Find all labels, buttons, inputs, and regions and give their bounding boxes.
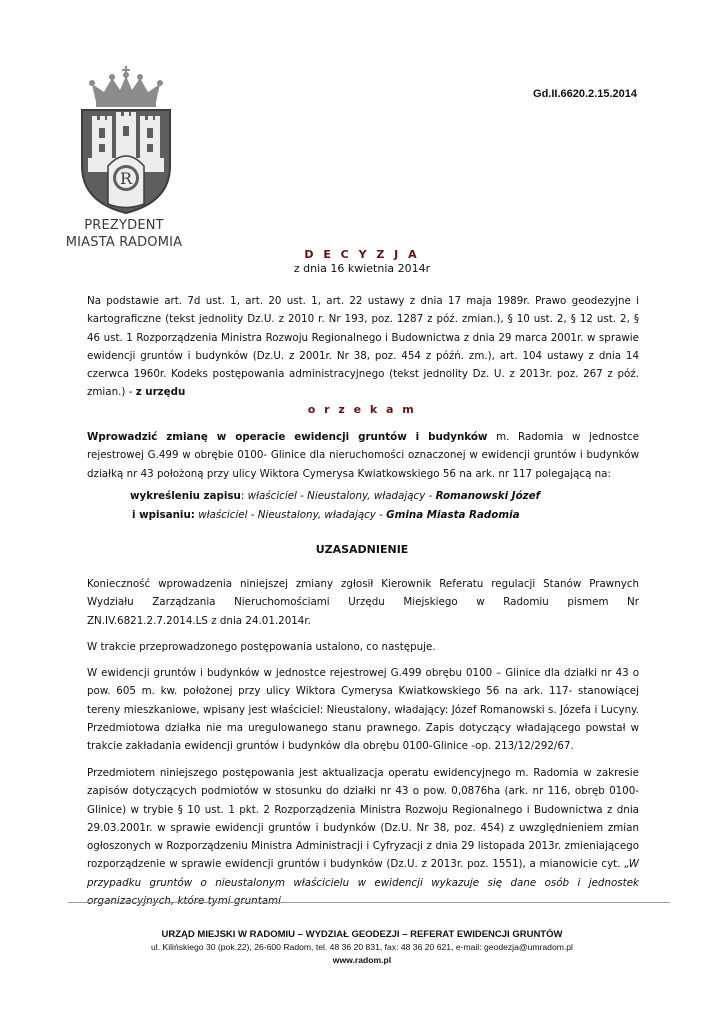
ruling-heading: o r z e k a m <box>307 403 417 416</box>
legal-basis-text: Na podstawie art. 7d ust. 1, art. 20 ust. 1, art. 22 ustawy z dnia 17 maja 1989r. Prawo geodezyjne i kartograficzne (tekst jednolity Dz.U. z 2010 r. Nr 193, poz. 1287 z póź. zmian.), § 10 ust. 2, § 12 ust. 2, § 46 ust. 1 Rozporządzenia Ministra Rozwoju Regionalnego i Budownictwa z dnia 29 marca 2001r. w sprawie ewidencji gruntów i budynków (Dz.U. z 2001r. Nr 38, poz. 454 z późń. zm.), art. 104 ustawy z dnia 14 czerwca 1960r. Kodeks postępowania administracyjnego (tekst jednolity Dz. U. z 2013r. poz. 267 z póź. zmian.) - <box>87 295 639 399</box>
ruling-lead-rest: m. Radomia w jednostce rejestrowej G.499 w obrębie 0100- Glinice dla nieruchomości oznaczonej w ewidencji gruntów i budynków działką nr 43 położoną przy ulicy Wiktora Cymerysa Kwiatkowskiego 56 na ark. nr 117 polegającą na: <box>87 431 639 480</box>
document-date: z dnia 16 kwietnia 2014r <box>293 262 431 275</box>
deletion-label: wykreśleniu zapisu <box>130 490 241 502</box>
entry-label: i wpisaniu: <box>132 509 195 521</box>
ruling-paragraph <box>87 428 639 483</box>
deletion-name: Romanowski Józef <box>435 490 541 502</box>
radom-coat-of-arms-icon <box>78 66 174 214</box>
justification-paragraph-3: W ewidencji gruntów i budynków w jednostce rejestrowej G.499 obrębu 0100 – Glinice dla działki nr 43 o pow. 605 m. kw. położonej przy ulicy Wiktora Cymerysa Kwiatkowskiego 56 na ark. 117- stanowiącej tereny mieszkaniowe, wpisany jest właściciel: Nieustalony, władający: Józef Romanowski s. Józefa i Lucyny. Przedmiotowa działka nie ma uregulowanego stanu prawnego. Zapis dotyczący władającego powstał w trakcie zakładania ewidencji gruntów i budynków dla obrębu 0100-Glinice -op. 213/12/292/67. <box>87 667 639 753</box>
document-title: D E C Y Z J A <box>304 248 420 261</box>
footer-divider <box>68 902 670 903</box>
legal-basis-paragraph <box>87 292 639 402</box>
justification-paragraph-2: W trakcie przeprowadzonego postępowania ustalono, co następuje. <box>87 641 436 653</box>
case-reference: Gd.II.6620.2.15.2014 <box>533 88 637 100</box>
footer-address: ul. Kilińskiego 30 (pok.22), 26-600 Radom, tel. 48 36 20 831, fax: 48 36 20 621, e-mail: geodezja@umradom.pl <box>151 942 573 952</box>
svg-text:R: R <box>119 169 133 188</box>
justification-paragraph-4 <box>87 764 639 910</box>
deletion-line: wykreśleniu zapisu: właściciel - Nieustalony, władający - Romanowski Józef <box>130 490 541 502</box>
justification-paragraph-4-text: Przedmiotem niniejszego postępowania jest aktualizacja operatu ewidencyjnego m. Radomia w zakresie zapisów dotyczących podmiotów w stosunku do działki nr 43 o pow. 0,0876ha (ark. nr 116, obręb 0100-Glinice) w trybie § 10 ust. 1 pkt. 2 Rozporządzenia Ministra Rozwoju Regionalnego i Budownictwa z dnia 29.03.2001r. w sprawie ewidencji gruntów i budynków (Dz.U. Nr 38, poz. 454) z uwzględnieniem zmian ogłoszonych w Rozporządzeniu Ministra Administracji i Cyfryzacji z dnia 29 listopada 2013r. zmieniającego rozporządzenie w sprawie ewidencji gruntów i budynków (Dz.U. z 2013r. poz. 1551), a mianowicie cyt. <box>87 767 639 871</box>
footer-website[interactable]: www.radom.pl <box>332 955 392 965</box>
entry-name: Gmina Miasta Radomia <box>386 509 520 521</box>
deletion-detail: właściciel - Nieustalony, władający - <box>247 490 436 502</box>
legal-basis-emphasis: z urzędu <box>135 386 186 399</box>
justification-paragraph-1: Konieczność wprowadzenia niniejszej zmiany zgłosił Kierownik Referatu regulacji Stanów Prawnych Wydziału Zarządzania Nieruchomościami Urzędu Miejskiego w Radomiu pismem Nr ZN.IV.6821.2.7.2014.LS z dnia 24.01.2014r. <box>87 578 639 627</box>
footer-office: URZĄD MIEJSKI W RADOMIU – WYDZIAŁ GEODEZJI – REFERAT EWIDENCJI GRUNTÓW <box>161 929 563 940</box>
entry-detail: właściciel - Nieustalony, władający - <box>198 509 387 521</box>
ruling-lead: Wprowadzić zmianę w operacie ewidencji gruntów i budynków <box>87 431 488 443</box>
issuer-title: PREZYDENT <box>84 218 164 233</box>
issuer-city: MIASTA RADOMIA <box>65 235 183 250</box>
regulation-quote: „W przypadku gruntów o nieustalonym właścicielu w ewidencji wykazuje się dane osób i jednostek organizacyjnych, które tymi gruntami <box>87 858 639 908</box>
entry-line <box>132 509 520 521</box>
justification-heading: UZASADNIENIE <box>315 543 409 556</box>
